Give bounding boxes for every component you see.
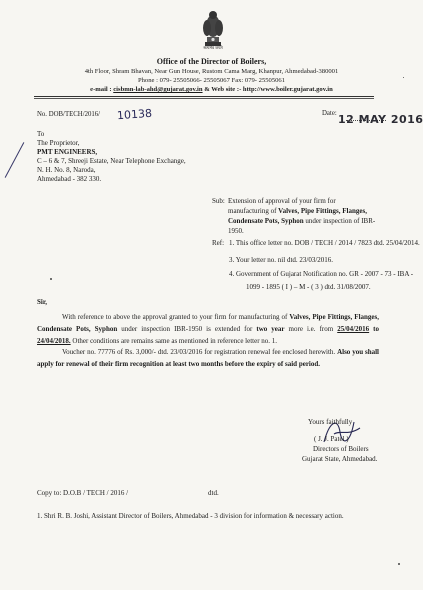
p1-a: With reference to above the approval granted to your firm for manufacturing of	[62, 313, 290, 321]
signatory-place: Gujarat State, Ahmedabad.	[302, 455, 378, 463]
copy-dtd: dtd.	[208, 489, 219, 497]
recipient-firm: PMT ENGINEERS,	[37, 148, 98, 156]
header-divider	[34, 96, 374, 97]
date-label: Date:	[322, 110, 337, 117]
website-prefix: & Web site :-	[202, 86, 243, 93]
p1-d: Other conditions are remains same as mentioned in reference letter no. 1.	[70, 337, 278, 345]
letter-number: No. DOB/TECH/2016/	[37, 111, 101, 118]
copy-to: Copy to: D.O.B / TECH / 2016 /	[37, 489, 129, 497]
p1-to-date: 24/04/2018.	[37, 337, 71, 345]
p2-a: Voucher no. 77776 of Rs. 3,000/- dtd. 23/03/2016 for registration renewal fee enclosed herewith.	[62, 348, 338, 356]
handwritten-number: 10138	[116, 106, 153, 123]
p2-b: Also you shall apply for renewal of their firm recognition at least two months before the expiry of said period.	[37, 348, 379, 368]
body-paragraph-2	[37, 346, 379, 370]
p1-to-word: to	[369, 325, 379, 333]
p1-c: more i.e. from	[284, 325, 338, 333]
recipient-address-2: N. H. No. 8, Naroda,	[37, 166, 96, 174]
emblem-motto: सत्यमेव जयते	[203, 45, 223, 50]
ref-item-1: 1. This office letter no. DOB / TECH / 2014 / 7823 dtd. 25/04/2014.	[229, 239, 420, 247]
pen-mark	[5, 142, 25, 178]
recipient-address-3: Ahmedabad - 382 330.	[37, 175, 102, 183]
signatory-name: ( J. J. Patel )	[314, 435, 349, 443]
office-title: Office of the Director of Boilers,	[156, 57, 267, 66]
office-address: 4th Floor, Shram Bhavan, Near Gun House, Rustom Cama Marg, Khanpur, Ahmedabad-380001	[84, 68, 339, 75]
p1-b: under inspection IBR-1950 is extended for	[117, 325, 257, 333]
subject-items: Valves, Pipe Fittings, Flanges, Condensate Pots, Syphon	[228, 207, 367, 225]
p1-from-date: 25/04/2016	[337, 325, 370, 333]
scan-speck	[50, 278, 52, 280]
ref-item-3: 3. Your letter no. nil dtd. 23/03/2016.	[229, 256, 334, 264]
office-contact	[0, 86, 423, 93]
copy-recipient: 1. Shri R. B. Joshi, Assistant Director of Boilers, Ahmedabad - 3 division for information & necessary action.	[37, 512, 344, 520]
subject-start: Extension of approval of your firm for manufacturing of	[228, 197, 336, 215]
ref-label: Ref:	[212, 239, 225, 247]
ref-item-4: 4. Government of Gujarat Notification no. GR - 2007 - 73 - IBA -	[229, 270, 414, 278]
state-emblem-icon	[196, 6, 230, 50]
recipient-to: To	[37, 130, 45, 138]
scan-speck	[403, 77, 404, 78]
scan-speck	[398, 563, 400, 565]
subject-label: Sub:	[212, 197, 225, 205]
office-phone: Phone : 079- 25505066- 25505067 Fax: 079- 25505061	[137, 77, 286, 84]
date-stamp: 12 MAY 2016	[338, 113, 423, 126]
email-prefix: e-mail :	[90, 86, 114, 93]
p1-period: two year	[256, 325, 285, 333]
signatory-designation: Directors of Boilers	[313, 445, 369, 453]
header-divider-thin	[34, 98, 374, 99]
body-paragraph-1	[37, 311, 379, 347]
recipient-address-1: C – 6 & 7, Shreeji Estate, Near Telephone Exchange,	[37, 157, 186, 165]
salutation: Sir,	[37, 298, 48, 306]
ref-item-4-cont: 1099 - 1895 ( I ) – M - ( 3 ) dtd. 31/08/2007.	[246, 283, 371, 291]
subject-text	[228, 196, 378, 236]
website-link[interactable]: http://www.boiler.gujarat.gov.in	[242, 86, 333, 93]
p1-items: Valves, Pipe Fittings, Flanges, Condensate Pots, Syphon	[37, 313, 379, 333]
email-link[interactable]: cisbmn-lab-ahd@gujarat.gov.in	[113, 86, 203, 93]
subject-end: under inspection of IBR-1950.	[228, 217, 376, 235]
recipient-title: The Proprietor,	[37, 139, 80, 147]
closing: Yours faithfully	[308, 418, 353, 426]
